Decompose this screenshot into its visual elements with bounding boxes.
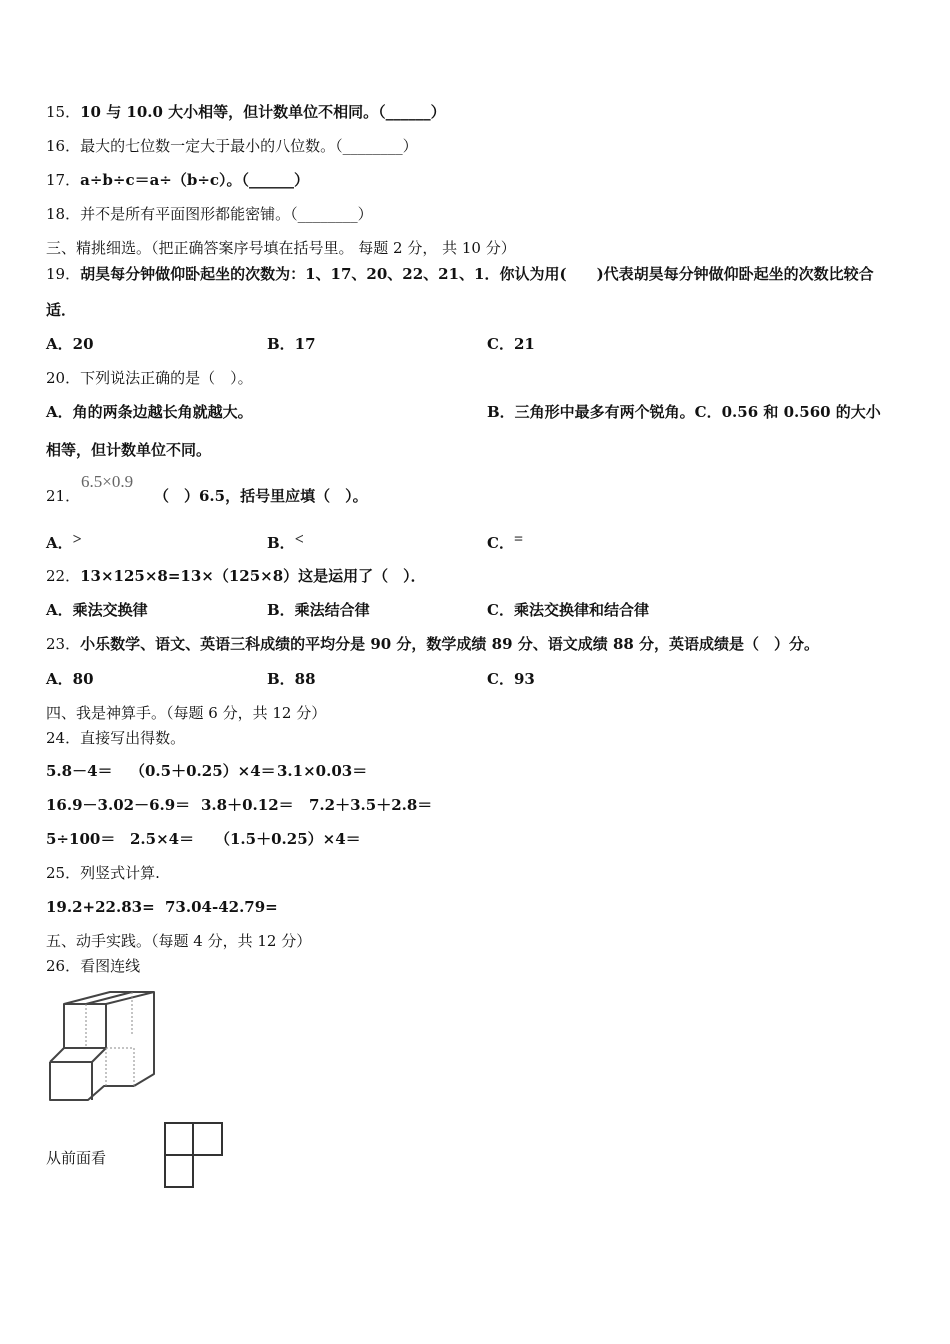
q25-text: 列竖式计算. (80, 864, 160, 882)
q24-text: 直接写出得数。 (80, 729, 186, 747)
q19: 19．胡昊每分钟做仰卧起坐的次数为：1、17、20、22、21、1．你认为用( )代表胡昊每分钟做仰卧起坐的次数比较合 (46, 265, 874, 283)
q20-option-b: B．三角形中最多有两个锐角。C．0.56 和 0.560 的大小 (487, 403, 881, 421)
q19-option-a: A．20 (46, 335, 94, 353)
q24-row2-item1: 16.9－3.02－6.9＝ (46, 796, 191, 814)
q24-row1-item2: （0.5＋0.25）×4＝ (130, 762, 276, 780)
q26: 26．看图连线 (46, 957, 141, 975)
q25-expr2: 73.04-42.79= (165, 898, 278, 916)
q20: 20．下列说法正确的是（ ）。 (46, 369, 253, 387)
cube-stack-drawing (44, 986, 164, 1106)
q24-row3-item2: 2.5×4＝ (130, 830, 195, 848)
q16-text: 最大的七位数一定大于最小的八位数。（________） (80, 137, 418, 155)
q26-text: 看图连线 (80, 957, 141, 975)
q23-option-b: B．88 (267, 670, 316, 688)
q21-expression: 6.5×0.9 (81, 472, 134, 491)
section-3-heading: 三、精挑细选。（把正确答案序号填在括号里。 每题 2 分， 共 10 分） (46, 239, 516, 257)
greater-than-symbol: > (72, 531, 82, 548)
q25: 25．列竖式计算. (46, 864, 160, 882)
q24-row3-item3: （1.5＋0.25）×4＝ (215, 830, 361, 848)
q22: 22．13×125×8=13×（125×8）这是运用了（ ）． (46, 567, 426, 585)
q20-option-cont: 相等，但计数单位不同。 (46, 441, 212, 459)
q23-text: 小乐数学、语文、英语三科成绩的平均分是 90 分，数学成绩 89 分、语文成绩 88 分，英语成绩是（ ）分。 (80, 635, 820, 653)
q24-row1-item3: 3.1×0.03＝ (277, 762, 368, 780)
q20-text: 下列说法正确的是（ ）。 (80, 369, 253, 387)
front-view-grid (162, 1120, 226, 1190)
q22-option-c: C．乘法交换律和结合律 (487, 601, 649, 619)
q23-option-a: A．80 (46, 670, 94, 688)
q25-expr1: 19.2+22.83= (46, 898, 155, 916)
equals-symbol: = (513, 531, 524, 548)
q21-option-c: C．= (487, 531, 524, 552)
q23-option-c: C．93 (487, 670, 535, 688)
q26-front-view-label: 从前面看 (46, 1149, 107, 1167)
q24-row3-item1: 5÷100＝ (46, 830, 116, 848)
q15: 15．10 与 10.0 大小相等，但计数单位不相同。（______） (46, 103, 446, 121)
q24-row1-item1: 5.8－4＝ (46, 762, 113, 780)
q22-option-a: A．乘法交换律 (46, 601, 148, 619)
q19-text: 胡昊每分钟做仰卧起坐的次数为：1、17、20、22、21、1．你认为用( )代表胡昊每分钟做仰卧起坐的次数比较合 (80, 265, 874, 283)
q20-option-a: A．角的两条边越长角就越大。 (46, 403, 253, 421)
section-4-heading: 四、我是神算手。（每题 6 分，共 12 分） (46, 704, 327, 722)
q24: 24．直接写出得数。 (46, 729, 186, 747)
q23: 23．小乐数学、语文、英语三科成绩的平均分是 90 分，数学成绩 89 分、语文成绩 88 分，英语成绩是（ ）分。 (46, 635, 820, 653)
q21-option-b: B．< (267, 531, 304, 552)
q15-text: 10 与 10.0 大小相等，但计数单位不相同。（______） (80, 103, 446, 121)
q18-text: 并不是所有平面图形都能密铺。（________） (80, 205, 373, 223)
q22-option-b: B．乘法结合律 (267, 601, 370, 619)
section-5-heading: 五、动手实践。（每题 4 分，共 12 分） (46, 932, 312, 950)
q19-text-cont: 适． (46, 301, 77, 319)
less-than-symbol: < (294, 531, 304, 548)
q21-num: 21． (46, 487, 81, 505)
q17: 17．a÷b÷c＝a÷（b÷c）。（______） (46, 171, 310, 189)
q24-row2-item3: 7.2＋3.5＋2.8＝ (309, 796, 433, 814)
q19-option-b: B．17 (267, 335, 316, 353)
q22-text: 13×125×8=13×（125×8）这是运用了（ ）． (80, 567, 426, 585)
q21-option-a: A．> (46, 531, 82, 552)
q24-row2-item2: 3.8＋0.12＝ (201, 796, 294, 814)
q16: 16．最大的七位数一定大于最小的八位数。（________） (46, 137, 418, 155)
q21-text: （ ）6.5，括号里应填（ ）。 (154, 487, 368, 505)
q19-option-c: C．21 (487, 335, 535, 353)
q18: 18．并不是所有平面图形都能密铺。（________） (46, 205, 373, 223)
q17-text: a÷b÷c＝a÷（b÷c）。（______） (80, 171, 310, 189)
